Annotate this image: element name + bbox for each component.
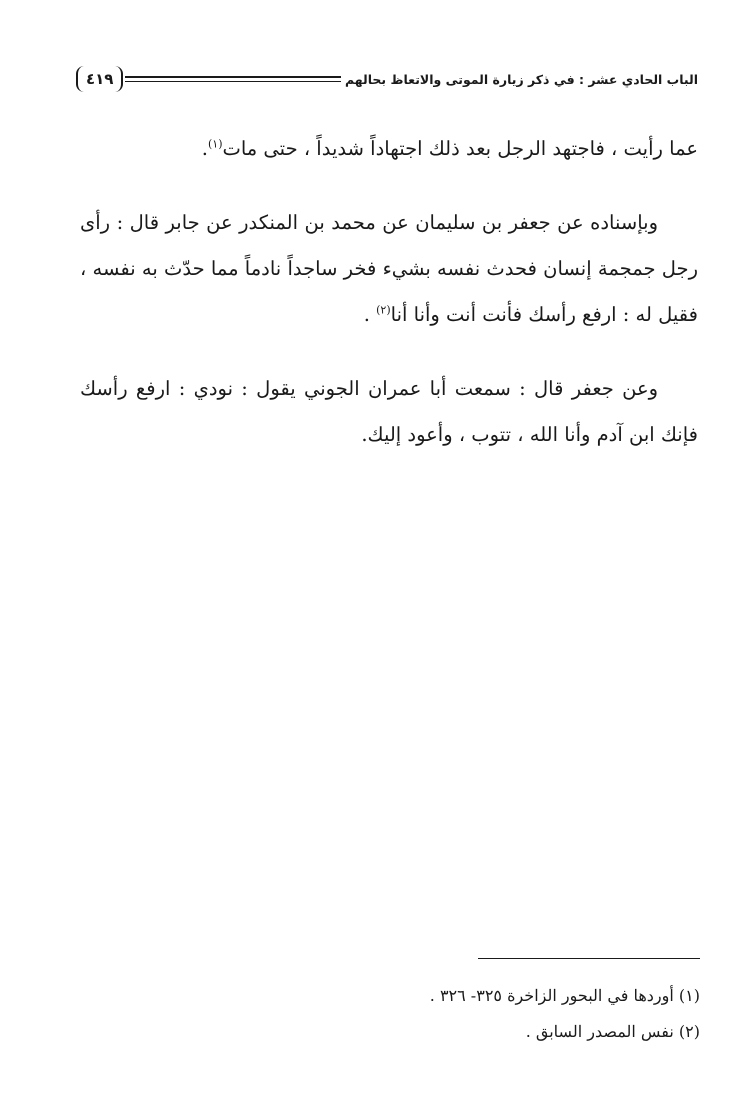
page-number: ٤١٩ — [86, 70, 114, 88]
footnote-2: (٢) نفس المصدر السابق . — [525, 1022, 700, 1041]
paragraph-3-text: وعن جعفر قال : سمعت أبا عمران الجوني يقول : نودي : ارفع رأسك فإنك ابن آدم وأنا الله ، تتوب ، وأعود إليك. — [80, 377, 698, 446]
paragraph-2-text: وبإسناده عن جعفر بن سليمان عن محمد بن المنكدر عن جابر قال : رأى رجل جمجمة إنسان فحدث نفسه بشيء فخر ساجداً نادماً مما حدّث به نفسه ، فقيل له : ارفع رأسك فأنت أنت وأنا أنا — [80, 211, 698, 326]
paragraph-3 — [80, 366, 698, 458]
footnotes — [80, 978, 700, 1050]
footnote-separator — [478, 958, 700, 959]
footnote-ref-1: (١) — [207, 137, 223, 151]
header-rule — [125, 76, 341, 82]
running-header — [76, 64, 698, 94]
paragraph-2 — [80, 200, 698, 338]
footnote-ref-2: (٢) — [376, 303, 391, 317]
page-number-frame — [76, 66, 123, 92]
paragraph-1-text: عما رأيت ، فاجتهد الرجل بعد ذلك اجتهاداً شديداً ، حتى مات — [222, 137, 698, 160]
footnote-1: (١) أوردها في البحور الزاخرة ٣٢٥- ٣٢٦ . — [429, 986, 700, 1005]
paragraph-2-tail: . — [363, 303, 377, 326]
chapter-title: الباب الحادي عشر : في ذكر زيارة الموتى والاتعاظ بحالهم — [344, 71, 698, 87]
paragraph-1 — [80, 126, 698, 172]
main-text — [80, 126, 698, 486]
paragraph-1-tail: . — [201, 137, 208, 160]
